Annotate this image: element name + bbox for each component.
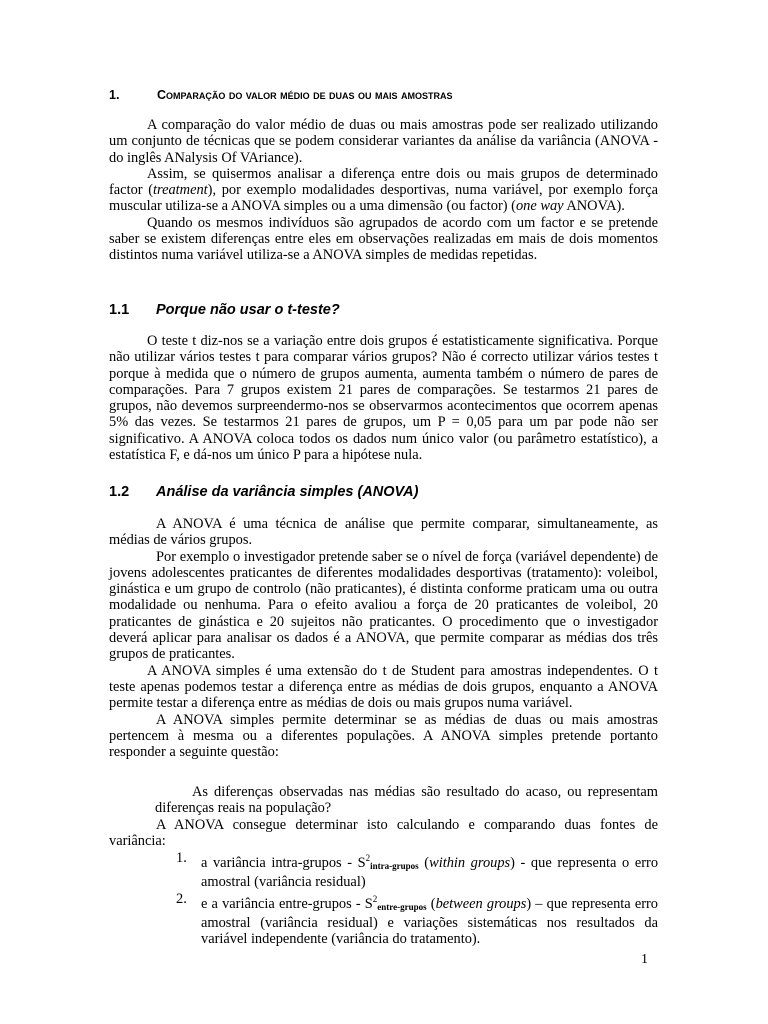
section-1-heading	[109, 88, 658, 102]
variance-sources-list	[176, 850, 658, 947]
list-item: 1. a variância intra-grupos - $S^2_{intra-grupos}$ (within groups) - que representa o erro amostral (variância residual)	[176, 850, 659, 891]
list-item: 2. e a variância entre-grupos - $S^2_{entre-grupos}$ (between groups) – que representa erro amostral (variância residual) e variações sistemáticas nos resultados da variável independente (variância do tratamento).	[176, 890, 659, 948]
section-1-2-number: 1.2	[109, 484, 130, 500]
quote-text: As diferenças observadas nas médias são resultado do acaso, ou representam diferenças reais na população?	[155, 784, 658, 817]
intro-paragraphs	[109, 117, 658, 264]
section-1-2-body	[109, 516, 658, 760]
section-1-2-paragraph-2: Por exemplo o investigador pretende saber se o nível de força (variável dependente) de jovens adolescentes praticantes de diferentes modalidades desportivas (tratamento): voleibol, ginástica e um grupo de controlo (não praticantes), é distinta conforme praticam uma ou outra modalidade ou nenhuma. Para o efeito avaliou a força de 20 praticantes de voleibol, 20 praticantes de ginástica e 20 sujeitos não praticantes. O procedimento que o investigador deverá aplicar para analisar os dados é a ANOVA, que permite comparar as médias dos três grupos de praticantes.	[109, 548, 658, 663]
section-1-2-paragraph-3: A ANOVA simples é uma extensão do t de Student para amostras independentes. O t teste apenas podemos testar a diferença entre as médias de dois grupos, enquanto a ANOVA permite testar a diferença entre as médias de dois ou mais grupos numa variável.	[109, 662, 658, 712]
section-1-1-number: 1.1	[109, 302, 130, 318]
section-1-2-paragraph-1: A ANOVA é uma técnica de análise que permite comparar, simultaneamente, as médias de vários grupos.	[109, 516, 658, 549]
section-1-1-heading	[109, 302, 658, 318]
page-number: 1	[641, 952, 648, 967]
section-1-1-paragraph: O teste t diz-nos se a variação entre dois grupos é estatisticamente significativa. Porque não utilizar vários testes t para comparar vários grupos? Não é correcto utilizar vários testes t porque à medida que o número de grupos aumenta, aumenta também o número de pares de comparações. Para 7 grupos existem 21 pares de comparações. Se testarmos 21 pares de grupos, não devemos surpreendermo-nos se observarmos acontecimentos que ocorrem apenas 5% das vezes. Se testarmos 21 pares de grupos, um P = 0,05 para um par pode não ser significativo. A ANOVA coloca todos os dados num único valor (ou parâmetro estatístico), a estatística F, e dá-nos um único P para a hipótese nula.	[109, 333, 658, 464]
intro-paragraph-1: A comparação do valor médio de duas ou mais amostras pode ser realizado utilizando um conjunto de técnicas que se podem considerar variantes da análise da variância (ANOVA - do inglês ANalysis Of VAriance).	[109, 117, 658, 166]
list-item-number: 1.	[176, 850, 187, 866]
section-1-2-title: Análise da variância simples (ANOVA)	[156, 484, 419, 500]
intro-paragraph-3: Quando os mesmos indivíduos são agrupados de acordo com um factor e se pretende saber se existem diferenças entre eles em observações realizadas em mais de dois momentos distintos numa variável utiliza-se a ANOVA simples de medidas repetidas.	[109, 214, 658, 264]
section-1-2-paragraph-5: A ANOVA consegue determinar isto calculando e comparando duas fontes de variância:	[109, 817, 658, 850]
section-1-1-title: Porque não usar o t-teste?	[156, 302, 340, 318]
list-item-number: 2.	[176, 890, 187, 907]
section-1-title: Comparação do valor médio de duas ou mais amostras	[157, 88, 453, 102]
section-1-2-paragraph-4: A ANOVA simples permite determinar se as médias de duas ou mais amostras pertencem à mesma ou a diferentes populações. A ANOVA simples pretende portanto responder a seguinte questão:	[109, 711, 658, 761]
intro-paragraph-2: Assim, se quisermos analisar a diferença entre dois ou mais grupos de determinado factor (treatment), por exemplo modalidades desportivas, numa variável, por exemplo força muscular utiliza-se a ANOVA simples ou a uma dimensão (ou factor) (one way ANOVA).	[109, 165, 658, 215]
section-1-1-body	[109, 333, 658, 463]
section-1-number: 1.	[109, 88, 120, 102]
section-1-2-body-2	[109, 817, 658, 850]
section-1-2-heading	[109, 484, 658, 500]
research-question-quote	[155, 784, 658, 817]
